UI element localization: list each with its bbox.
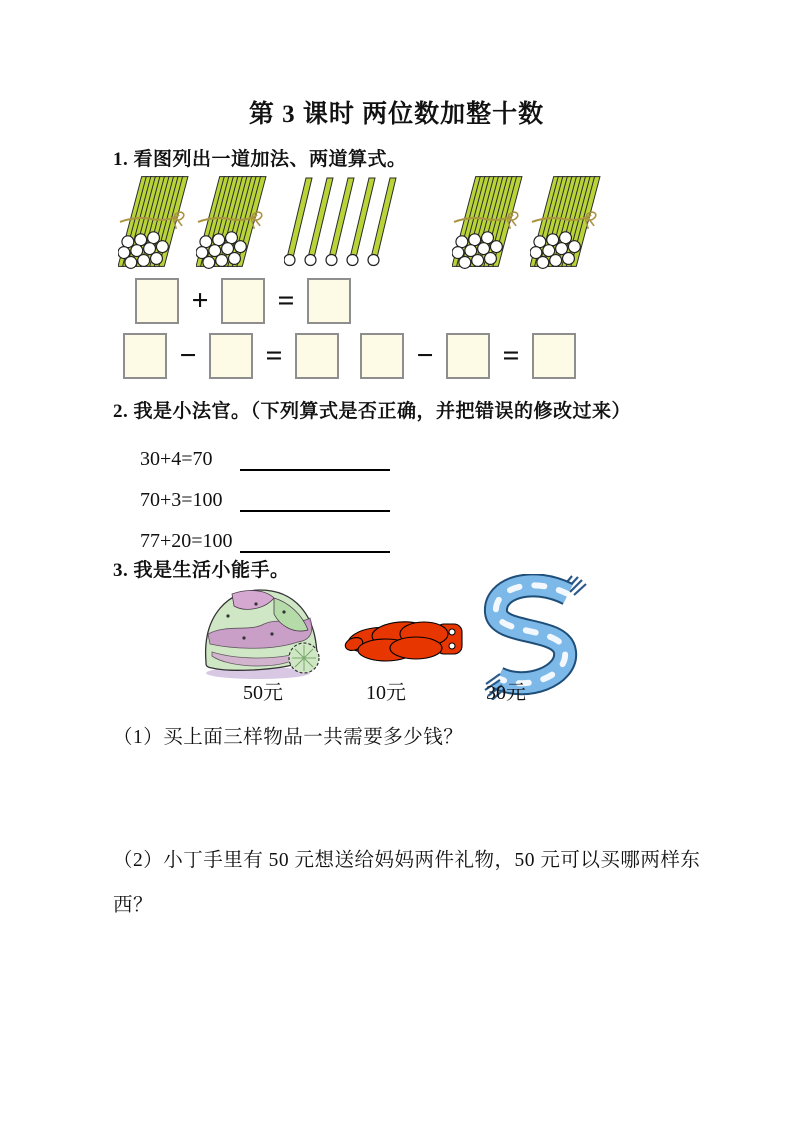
equals-sign: = [265, 339, 283, 372]
hat-image [198, 582, 326, 687]
equation-text: 70+3=100 [140, 489, 223, 511]
sticks-bundle-of-ten [452, 170, 526, 270]
judge-row [140, 438, 560, 479]
sticks-bundle-of-ten [196, 170, 270, 270]
single-sticks-wrap [284, 174, 399, 274]
single-sticks [284, 174, 399, 269]
sticks-group-left [118, 170, 399, 274]
question2-label: 2. 我是小法官。（下列算式是否正确，并把错误的修改过来） [113, 401, 632, 422]
minus-sign: − [179, 339, 197, 372]
judge-row [140, 479, 560, 520]
equals-sign: = [502, 339, 520, 372]
answer-blank[interactable] [240, 445, 390, 471]
answer-blank[interactable] [240, 486, 390, 512]
minus-sign: − [416, 339, 434, 372]
answer-box[interactable] [123, 333, 167, 379]
question3-sub2: （2）小丁手里有 50 元想送给妈妈两件礼物，50 元可以买哪两样东西？ [113, 850, 701, 916]
sticks-group-right [452, 170, 604, 270]
answer-box[interactable] [221, 278, 265, 324]
answer-box[interactable] [446, 333, 490, 379]
answer-box[interactable] [295, 333, 339, 379]
equation-text: 77+20=100 [140, 530, 233, 552]
gloves-image [340, 610, 470, 677]
answer-box[interactable] [209, 333, 253, 379]
sticks-bundle-of-ten [118, 170, 192, 270]
answer-box[interactable] [307, 278, 351, 324]
question3-sub1: （1）买上面三样物品一共需要多少钱？ [113, 727, 464, 748]
plus-sign: + [191, 284, 209, 317]
hat-price: 50元 [243, 682, 283, 704]
page-title: 第 3 课时 两位数加整十数 [248, 101, 545, 128]
sticks-bundle-of-ten [530, 170, 604, 270]
answer-box[interactable] [135, 278, 179, 324]
scarf-price: 30元 [486, 682, 526, 704]
judge-equations-list [140, 438, 560, 561]
subtraction-equations-row [123, 333, 576, 379]
question3-label: 3. 我是生活小能手。 [113, 560, 290, 581]
addition-equation-row [135, 278, 351, 324]
answer-box[interactable] [360, 333, 404, 379]
equation-text: 30+4=70 [140, 448, 213, 470]
answer-box[interactable] [532, 333, 576, 379]
equals-sign: = [277, 284, 295, 317]
question1-label: 1. 看图列出一道加法、两道算式。 [113, 149, 407, 170]
answer-blank[interactable] [240, 527, 390, 553]
gloves-price: 10元 [366, 682, 406, 704]
